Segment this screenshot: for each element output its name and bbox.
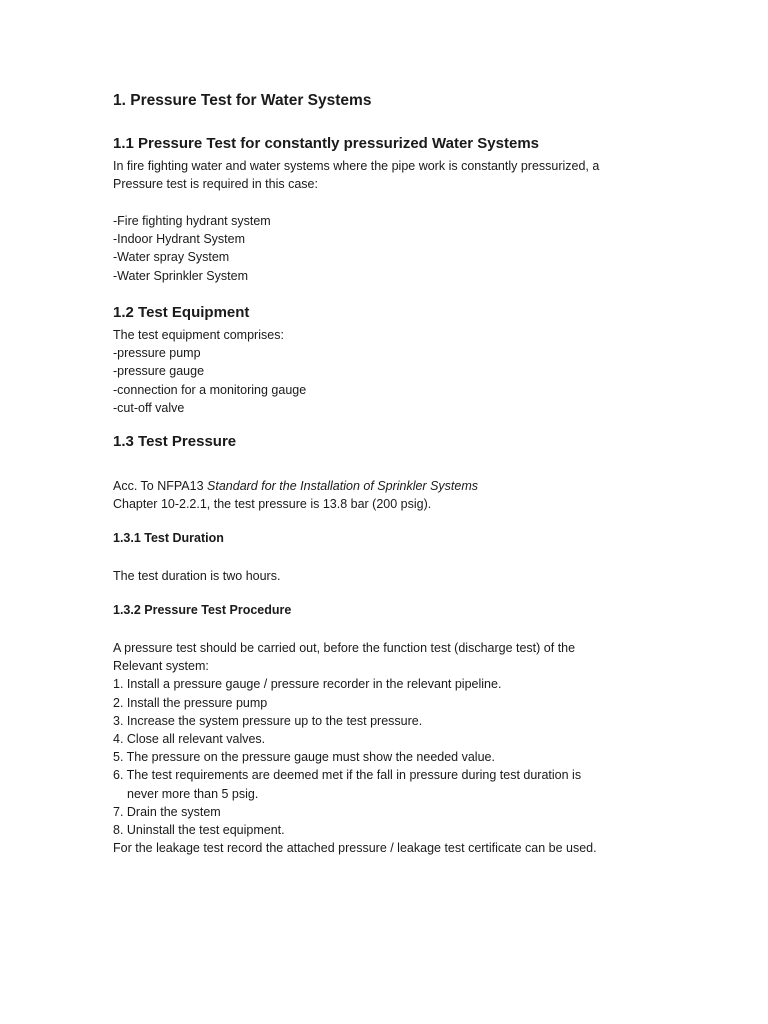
procedure-step: 4. Close all relevant valves. xyxy=(113,731,266,746)
procedure-step: 1. Install a pressure gauge / pressure recorder in the relevant pipeline. xyxy=(113,677,502,692)
heading-section-1-3-2: 1.3.2 Pressure Test Procedure xyxy=(113,603,292,617)
section-1-1-intro xyxy=(113,157,673,193)
text-line xyxy=(113,477,673,495)
text-line: The test duration is two hours. xyxy=(113,569,281,583)
section-1-2-equipment-list xyxy=(113,326,673,417)
list-item: -Water Sprinkler System xyxy=(113,268,248,283)
text-prefix: Acc. To NFPA13 xyxy=(113,479,208,493)
section-1-3-text xyxy=(113,477,673,513)
text-line: In fire fighting water and water systems where the pipe work is constantly pressurized, a xyxy=(113,159,600,173)
section-1-3-2-procedure xyxy=(113,639,673,857)
procedure-step: 5. The pressure on the pressure gauge must show the needed value. xyxy=(113,750,495,765)
list-item: -Water spray System xyxy=(113,250,230,265)
heading-pressure-test-water-systems: 1. Pressure Test for Water Systems xyxy=(113,92,372,109)
list-item: -pressure pump xyxy=(113,346,201,361)
list-item: -Indoor Hydrant System xyxy=(113,232,245,247)
standard-title-italic: Standard for the Installation of Sprinkler Systems xyxy=(207,479,478,493)
procedure-step: 2. Install the pressure pump xyxy=(113,695,268,710)
section-1-1-system-list xyxy=(113,212,673,285)
heading-section-1-2: 1.2 Test Equipment xyxy=(113,304,250,321)
heading-section-1-1: 1.1 Pressure Test for constantly pressurized Water Systems xyxy=(113,135,539,152)
section-1-3-1-text xyxy=(113,567,673,585)
procedure-step: 3. Increase the system pressure up to the test pressure. xyxy=(113,713,423,728)
procedure-step: 6. The test requirements are deemed met if the fall in pressure during test duration is xyxy=(113,768,582,783)
procedure-step-continuation: never more than 5 psig. xyxy=(127,786,259,801)
list-item: -cut-off valve xyxy=(113,400,185,415)
closing-note: For the leakage test record the attached pressure / leakage test certificate can be used. xyxy=(113,841,597,856)
text-line: Relevant system: xyxy=(113,659,209,674)
procedure-step: 8. Uninstall the test equipment. xyxy=(113,822,285,837)
heading-section-1-3: 1.3 Test Pressure xyxy=(113,433,237,450)
procedure-step: 7. Drain the system xyxy=(113,804,221,819)
text-line: Chapter 10-2.2.1, the test pressure is 13.8 bar (200 psig). xyxy=(113,497,432,512)
text-line: A pressure test should be carried out, before the function test (discharge test) of the xyxy=(113,641,576,655)
list-item: -pressure gauge xyxy=(113,364,205,379)
text-line: Pressure test is required in this case: xyxy=(113,177,318,192)
list-item: -Fire fighting hydrant system xyxy=(113,214,271,228)
heading-section-1-3-1: 1.3.1 Test Duration xyxy=(113,531,224,545)
text-line: The test equipment comprises: xyxy=(113,328,284,342)
list-item: -connection for a monitoring gauge xyxy=(113,382,307,397)
